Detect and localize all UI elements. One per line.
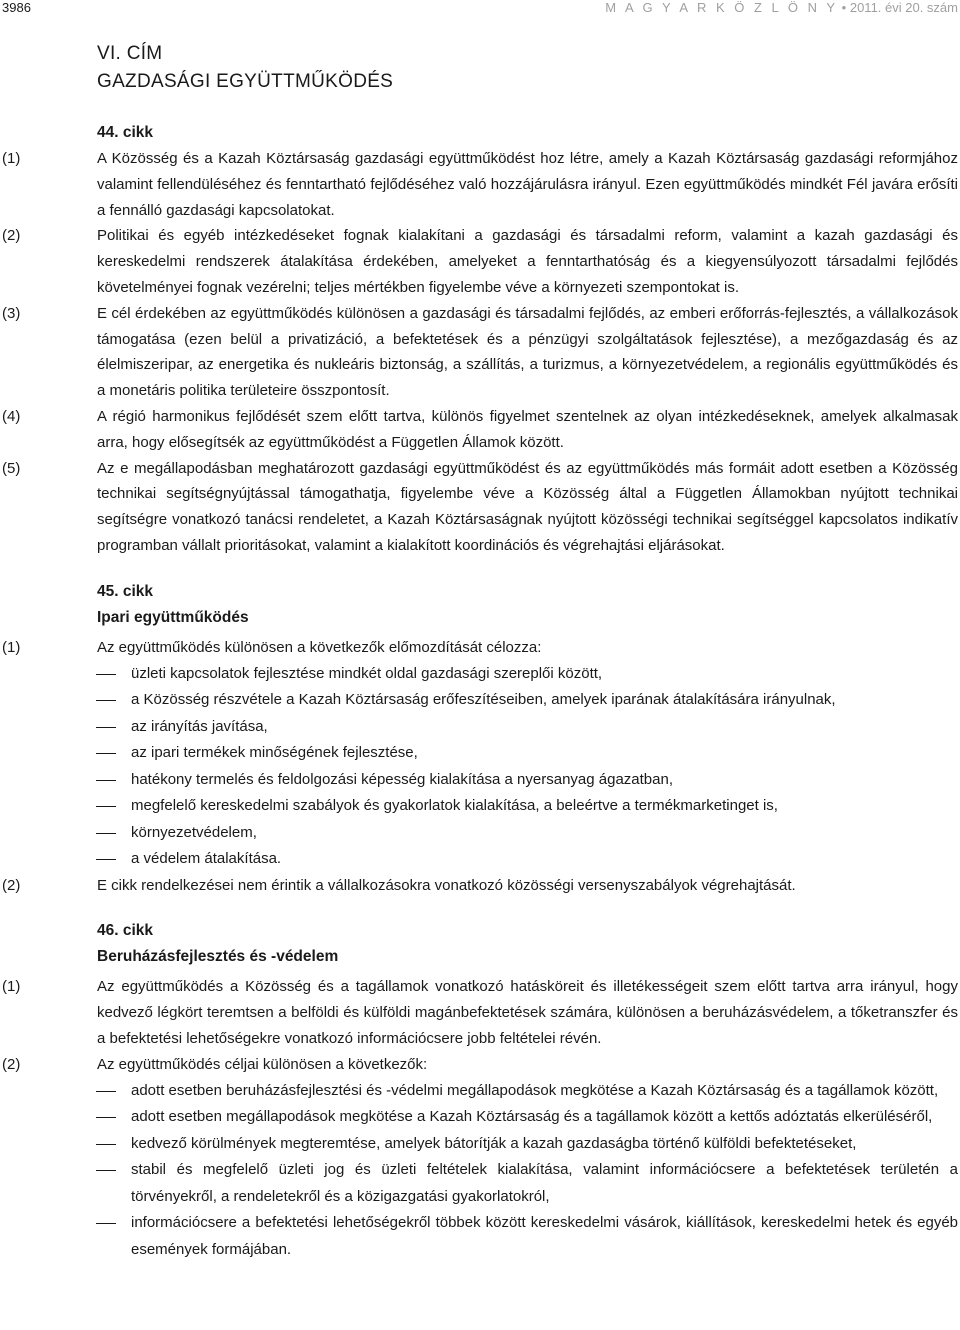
dash-bullet xyxy=(96,780,116,781)
paragraph-number: (2) xyxy=(2,876,21,894)
paragraph-text: E cikk rendelkezései nem érintik a vállalkozásokra vonatkozó közösségi versenyszabályok végrehajtását. xyxy=(97,876,796,894)
article-45-paragraph-2 xyxy=(0,873,960,899)
list-item: a Közösség részvétele a Kazah Köztársaság erőfeszítéseiben, amelyek iparának átalakítására irányulnak, xyxy=(0,687,960,714)
article-44-paragraph-2 xyxy=(0,223,960,300)
dash-bullet xyxy=(96,1223,116,1224)
dash-bullet xyxy=(96,806,116,807)
list-item: hatékony termelés és feldolgozási képesség kialakítása a nyersanyag ágazatban, xyxy=(0,767,960,794)
issue-label: 2011. évi 20. szám xyxy=(849,0,958,15)
article-45-title: Ipari együttműködés xyxy=(97,608,249,626)
paragraph-number: (1) xyxy=(2,978,21,996)
paragraph-number: (2) xyxy=(2,1055,21,1073)
dash-bullet xyxy=(96,674,116,675)
paragraph-number: (1) xyxy=(2,150,21,167)
dash-bullet xyxy=(96,1170,116,1171)
list-item: megfelelő kereskedelmi szabályok és gyakorlatok kialakítása, a beleértve a termékmarketinget is, xyxy=(0,793,960,820)
paragraph-text: Politikai és egyéb intézkedéseket fognak kialakítani a gazdasági és társadalmi reform, valamint a kazah gazdasági és kereskedelmi rendszerek átalakítása érdekében, amelyeket a fenntarthatóság és a kiegyensúlyozott társadalmi fejlődés követelményei fognak vezérelni; teljes mértékben figyelembe véve a környezeti szempontokat is. xyxy=(97,227,958,296)
paragraph-text: A régió harmonikus fejlődését szem előtt tartva, különös figyelmet szentelnek az olyan intézkedéseknek, amelyek alkalmasak arra, hogy elősegítsék az együttműködést a Független Államok között. xyxy=(97,407,958,451)
list-item: környezetvédelem, xyxy=(0,820,960,847)
dash-bullet xyxy=(96,1144,116,1145)
list-item: adott esetben megállapodások megkötése a Kazah Köztársaság és a tagállamok között a kettős adóztatás elkerüléséről, xyxy=(0,1104,960,1131)
article-44-paragraph-5 xyxy=(0,456,960,559)
article-46-bullet-list xyxy=(0,1078,960,1264)
article-46-paragraph-2 xyxy=(0,1052,960,1078)
page-header xyxy=(0,0,960,16)
paragraph-number: (5) xyxy=(2,459,21,477)
paragraph-number: (4) xyxy=(2,407,21,425)
dash-bullet xyxy=(96,753,116,754)
paragraph-number: (3) xyxy=(2,304,21,322)
dash-bullet xyxy=(96,727,116,728)
article-46-title: Beruházásfejlesztés és -védelem xyxy=(97,948,339,966)
list-item: kedvező körülmények megteremtése, amelyek bátorítják a kazah gazdaságba történő külföldi befektetéseket, xyxy=(0,1131,960,1158)
title-line-2: GAZDASÁGI EGYÜTTMŰKÖDÉS xyxy=(97,71,394,92)
list-item: üzleti kapcsolatok fejlesztése mindkét oldal gazdasági szereplői között, xyxy=(0,661,960,688)
article-45-paragraph-1 xyxy=(0,635,960,661)
article-45-bullet-list xyxy=(0,661,960,873)
paragraph-text: A Közösség és a Kazah Köztársaság gazdasági együttműködést hoz létre, amely a Kazah Köztársaság gazdasági reformjához valamint fellendüléséhez és fenntartható fejlődéséhez való hozzájárulásra irányul. Ezen együttműködés mindkét Fél javára erősíti a fennálló gazdasági kapcsolatokat. xyxy=(97,150,958,219)
header-bullet: • xyxy=(841,0,847,15)
article-44-paragraph-1 xyxy=(0,146,960,223)
document-body xyxy=(0,40,960,1263)
article-44-heading: 44. cikk xyxy=(97,124,154,141)
dash-bullet xyxy=(96,700,116,701)
paragraph-text: Az együttműködés különösen a következők előmozdítását célozza: xyxy=(97,638,542,656)
page-number: 3986 xyxy=(2,0,31,15)
dash-bullet xyxy=(96,1117,116,1118)
paragraph-text: Az együttműködés a Közösség és a tagállamok vonatkozó hatásköreit és illetékességeit szem előtt tartva arra irányul, hogy kedvező légkört teremtsen a belföldi és külföldi magánbefektetések számára, különösen a beruházásvédelem, a tőketranszfer és a befektetési lehetőségekre vonatkozó információcsere jobb feltételei révén. xyxy=(97,978,958,1047)
list-item: információcsere a befektetési lehetőségekről többek között kereskedelmi vásárok, kiállítások, kereskedelmi hetek és egyéb események formájában. xyxy=(0,1210,960,1263)
list-item: stabil és megfelelő üzleti jog és üzleti feltételek kialakítása, valamint információcsere a befektetések területén a törvényekről, a rendeletekről és a közigazgatási gyakorlatokról, xyxy=(0,1157,960,1210)
list-item: az ipari termékek minőségének fejlesztése, xyxy=(0,740,960,767)
paragraph-text: Az e megállapodásban meghatározott gazdasági együttműködést és az együttműködés más formáit adott esetben a Közösség technikai segítségnyújtással támogathatja, figyelembe véve a Közösség által a Független Államokban nyújtott technikai segítségre vonatkozó tanácsi rendeletet, a Kazah Köztársaságnak nyújtott közösségi technikai segítséggel kapcsolatos indikatív programban vállalt prioritásokat, valamint a kialakított koordinációs és végrehajtási eljárásokat. xyxy=(97,459,958,554)
publication-name: M A G Y A R K Ö Z L Ö N Y xyxy=(605,0,839,15)
article-46-heading: 46. cikk xyxy=(97,922,154,940)
list-item: az irányítás javítása, xyxy=(0,714,960,741)
article-44-paragraph-3 xyxy=(0,301,960,404)
dash-bullet xyxy=(96,859,116,860)
title-line-1: VI. CÍM xyxy=(97,43,163,64)
publication-info xyxy=(605,0,958,15)
paragraph-number: (1) xyxy=(2,638,21,656)
list-item: adott esetben beruházásfejlesztési és -védelmi megállapodások megkötése a Kazah Köztársaság és a tagállamok között, xyxy=(0,1078,960,1105)
article-44-paragraph-4 xyxy=(0,404,960,456)
list-item: a védelem átalakítása. xyxy=(0,846,960,873)
paragraph-text: E cél érdekében az együttműködés különösen a gazdasági és társadalmi fejlődés, az emberi erőforrás-fejlesztés, a vállalkozások támogatása (ezen belül a privatizáció, a befektetések és a pénzügyi szolgáltatások fejlesztése), a mezőgazdaság és az élelmiszeripar, az energetika és nukleáris biztonság, a szállítás, a turizmus, a környezetvédelem, a regionális együttműködés és a monetáris politika területeire összpontosít. xyxy=(97,304,958,400)
section-title xyxy=(0,40,960,96)
paragraph-number: (2) xyxy=(2,227,21,245)
dash-bullet xyxy=(96,833,116,834)
article-45-heading: 45. cikk xyxy=(97,582,154,600)
dash-bullet xyxy=(96,1091,116,1092)
paragraph-text: Az együttműködés céljai különösen a következők: xyxy=(97,1055,428,1073)
article-46-paragraph-1 xyxy=(0,974,960,1051)
